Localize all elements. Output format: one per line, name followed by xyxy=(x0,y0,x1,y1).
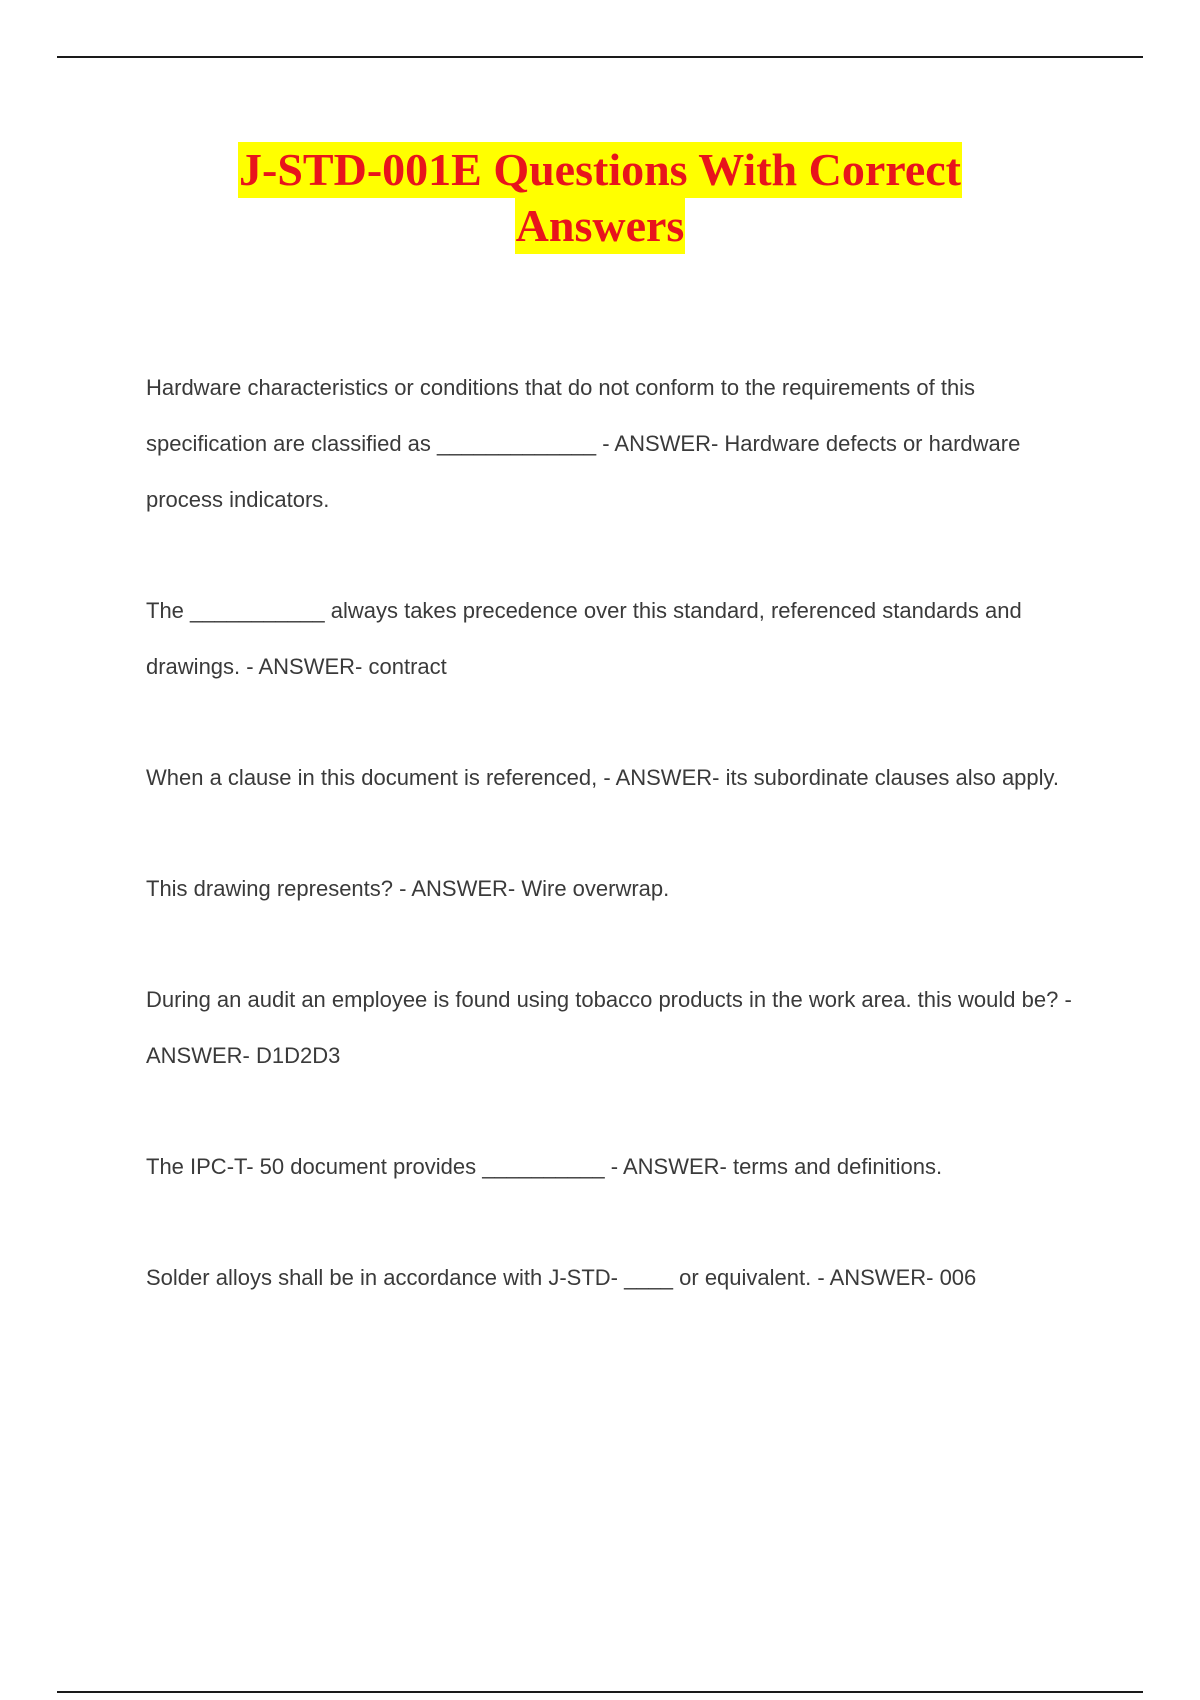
qa-item-3: When a clause in this document is referenced, - ANSWER- its subordinate clauses also apply. xyxy=(146,765,1060,790)
qa-item-2: The ___________ always takes precedence over this standard, referenced standards and drawings. - ANSWER- contract xyxy=(146,598,1022,679)
qa-item-4: This drawing represents? - ANSWER- Wire overwrap. xyxy=(146,876,670,901)
qa-item-1: Hardware characteristics or conditions that do not conform to the requirements of this specification are classified as _____________ - ANSWER- Hardware defects or hardware process indicators. xyxy=(146,375,1021,512)
title-line-1: J-STD-001E Questions With Correct xyxy=(238,142,962,198)
document-title xyxy=(0,142,1200,254)
title-line-2: Answers xyxy=(515,198,686,254)
top-rule xyxy=(57,56,1143,58)
qa-item-5: During an audit an employee is found using tobacco products in the work area. this would be? - ANSWER- D1D2D3 xyxy=(146,987,1072,1068)
bottom-rule xyxy=(57,1691,1143,1693)
qa-list xyxy=(146,360,1096,1361)
qa-item-6: The IPC-T- 50 document provides __________ - ANSWER- terms and definitions. xyxy=(146,1154,943,1179)
qa-item-7: Solder alloys shall be in accordance with J-STD- ____ or equivalent. - ANSWER- 006 xyxy=(146,1265,977,1290)
